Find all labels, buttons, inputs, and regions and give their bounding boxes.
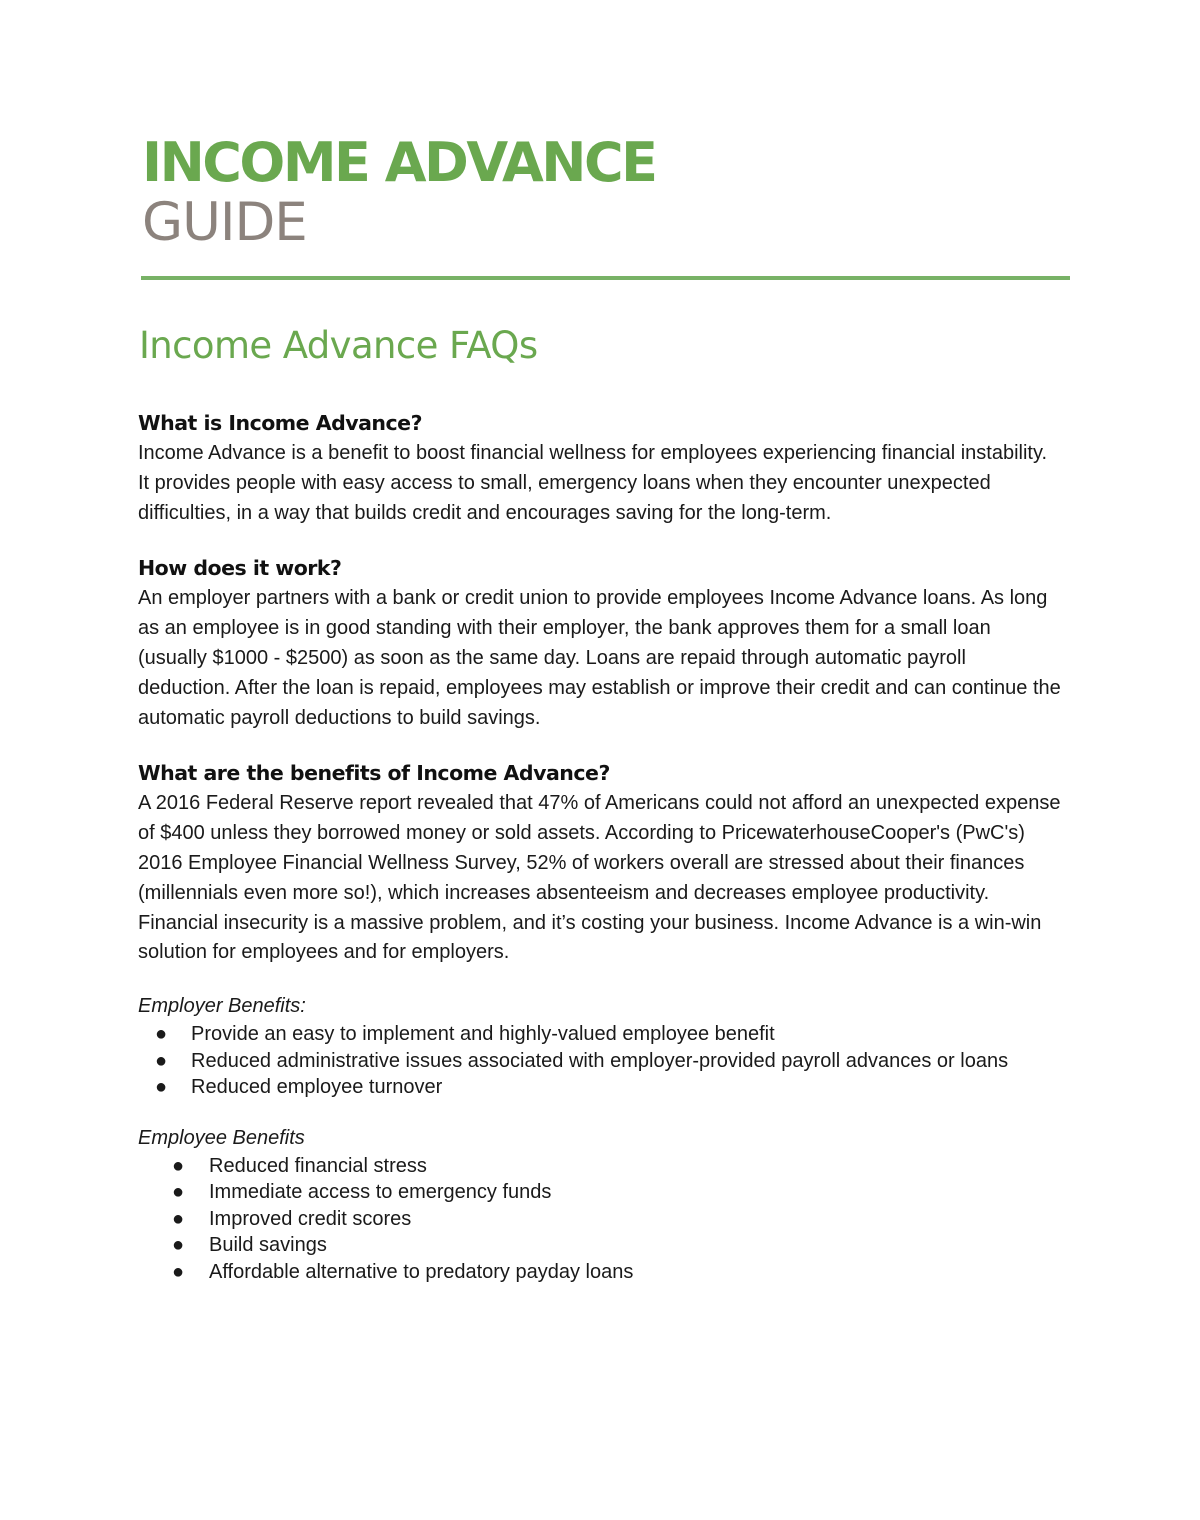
faq-question: What are the benefits of Income Advance? [138, 761, 610, 786]
employer-benefits-label: Employer Benefits: [138, 995, 306, 1018]
employee-benefits-list [138, 1153, 1063, 1286]
faq-answer: Income Advance is a benefit to boost financial wellness for employees experiencing financial instability. It provides people with easy access to small, emergency loans when they encounter unexpected difficulties, in a way that builds credit and encourages saving for the long-term. [138, 442, 1048, 524]
list-item [138, 1179, 1063, 1206]
list-item [138, 1259, 1063, 1286]
faq-section [138, 407, 1063, 528]
spacer [138, 1101, 1063, 1124]
list-item-text: Provide an easy to implement and highly-valued employee benefit [191, 1023, 775, 1046]
list-item-text: Reduced financial stress [209, 1154, 427, 1177]
guide-title-line1: INCOME ADVANCE [142, 131, 656, 194]
guide-title [142, 133, 656, 253]
bullet-icon: ● [172, 1207, 185, 1230]
faq-question: How does it work? [138, 556, 342, 581]
bullet-icon: ● [155, 1023, 168, 1046]
employee-benefits-label: Employee Benefits [138, 1126, 305, 1149]
bullet-icon: ● [172, 1234, 185, 1257]
bullet-icon: ● [155, 1076, 168, 1099]
faq-question: What is Income Advance? [138, 411, 422, 435]
list-item [138, 1048, 1063, 1075]
list-item [138, 1074, 1063, 1101]
page-title: Income Advance FAQs [139, 324, 538, 367]
faq-answer: An employer partners with a bank or credit union to provide employees Income Advance loans. As long as an employee is in good standing with their employer, the bank approves them for a small loan (usually $1000 - $2500) as soon as the same day. Loans are repaid through automatic payroll deduction. After the loan is repaid, employees may establish or improve their credit and can continue the automatic payroll deductions to build savings. [138, 587, 1061, 729]
list-item [138, 1232, 1063, 1259]
bullet-icon: ● [172, 1154, 185, 1177]
faq-content [138, 407, 1063, 1285]
list-item [138, 1206, 1063, 1233]
bullet-icon: ● [172, 1181, 185, 1204]
list-item-text: Reduced employee turnover [191, 1076, 443, 1099]
list-item [138, 1153, 1063, 1180]
bullet-icon: ● [172, 1260, 185, 1283]
employee-benefits [138, 1124, 1063, 1286]
list-item-text: Reduced administrative issues associated with employer-provided payroll advances or loans [191, 1049, 1009, 1072]
faq-section [138, 552, 1063, 733]
list-item-text: Affordable alternative to predatory payday loans [209, 1260, 634, 1283]
employer-benefits-list [138, 1021, 1063, 1101]
list-item-text: Build savings [209, 1234, 327, 1257]
header-divider [141, 276, 1070, 280]
guide-title-line2: GUIDE [142, 192, 307, 253]
faq-answer: A 2016 Federal Reserve report revealed that 47% of Americans could not afford an unexpected expense of $400 unless they borrowed money or sold assets. According to PricewaterhouseCooper's (PwC's) 2016 Employee Financial Wellness Survey, 52% of workers overall are stressed about their finances (millennials even more so!), which increases absenteeism and decreases employee productivity. Financial insecurity is a massive problem, and it’s costing your business. Income Advance is a win-win solution for employees and for employers. [138, 792, 1061, 964]
employer-benefits [138, 992, 1063, 1101]
list-item [138, 1021, 1063, 1048]
bullet-icon: ● [155, 1049, 168, 1072]
faq-section [138, 757, 1063, 968]
list-item-text: Improved credit scores [209, 1207, 412, 1230]
list-item-text: Immediate access to emergency funds [209, 1181, 552, 1204]
